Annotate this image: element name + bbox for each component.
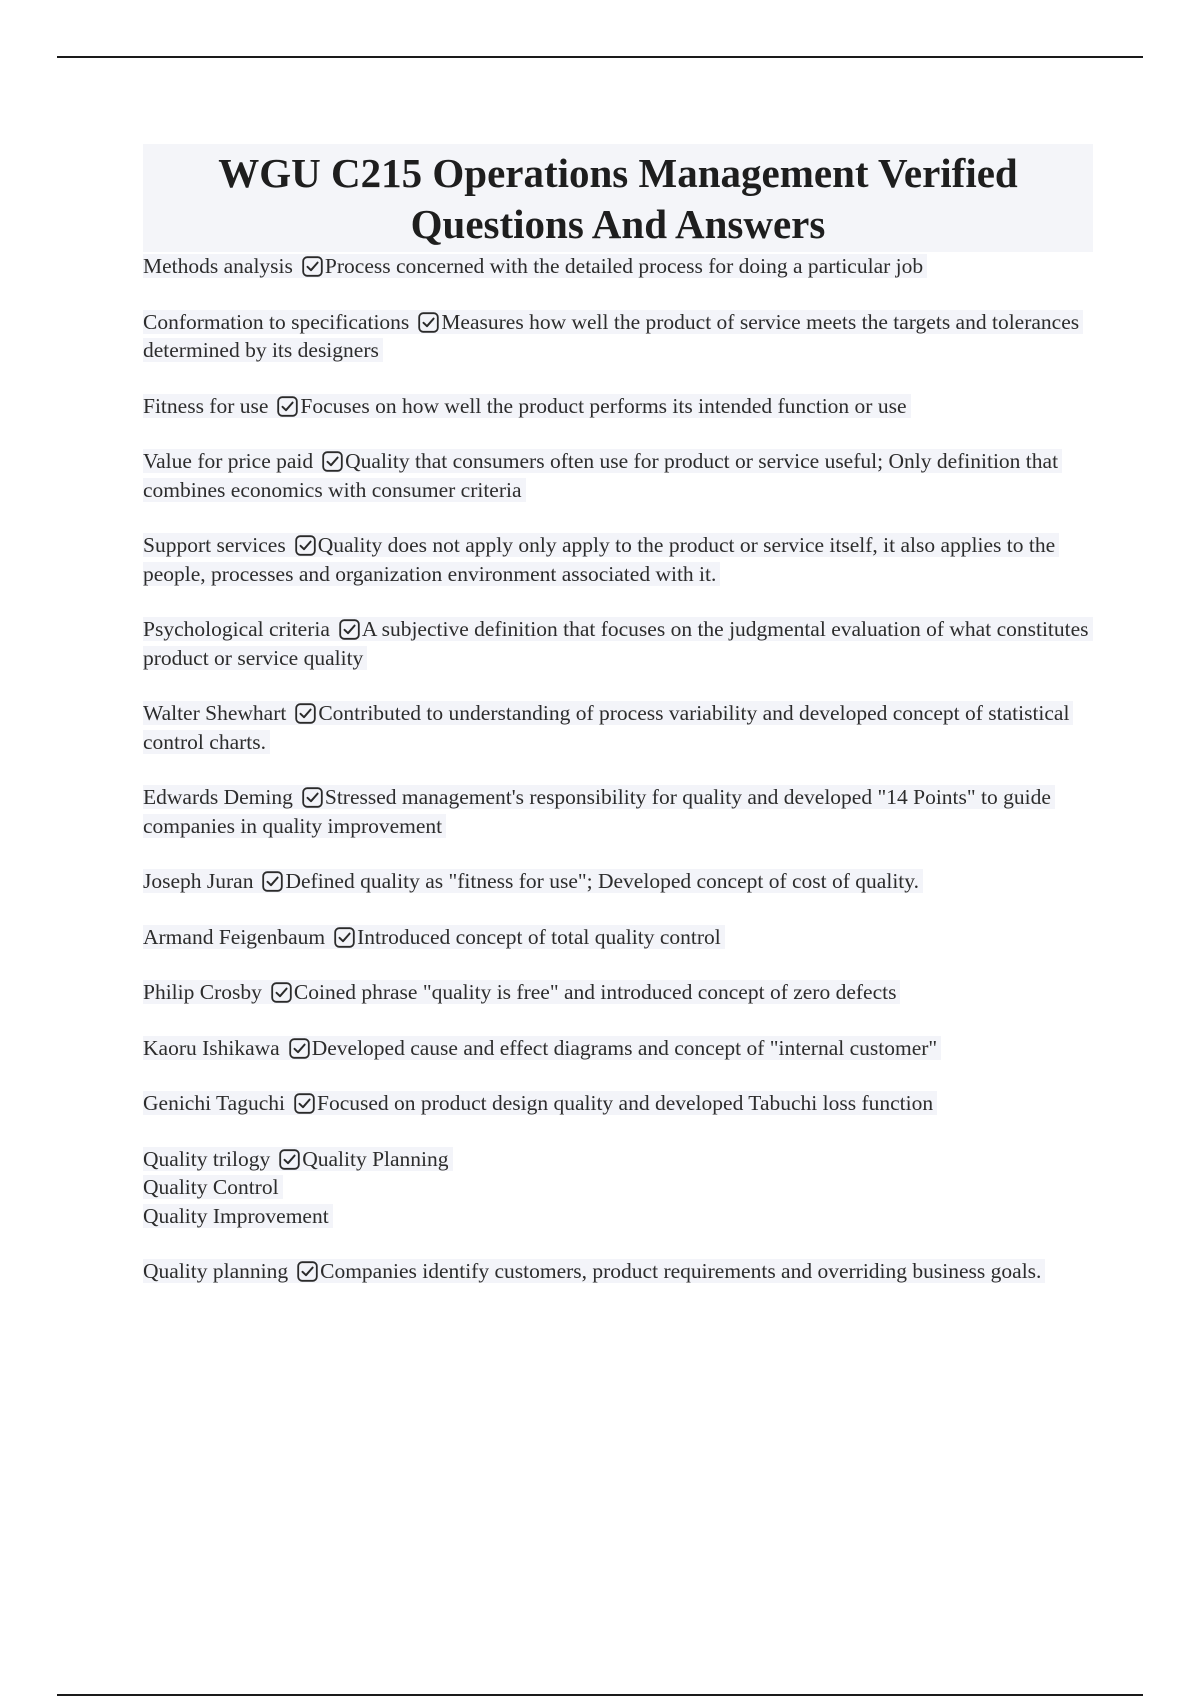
checkbox-checked-icon (294, 1093, 315, 1114)
qa-term: Psychological criteria (143, 617, 330, 641)
checkbox-checked-icon (271, 982, 292, 1003)
qa-term: Support services (143, 533, 286, 557)
qa-term: Walter Shewhart (143, 701, 287, 725)
qa-term: Philip Crosby (143, 980, 262, 1004)
qa-term: Armand Feigenbaum (143, 924, 326, 949)
qa-term: Methods analysis (143, 254, 293, 278)
qa-answer: Focuses on how well the product performs its intended function or use (300, 393, 907, 418)
qa-list (143, 252, 1093, 1286)
qa-item (143, 1145, 1093, 1231)
qa-item (143, 615, 1093, 672)
checkbox-checked-icon (334, 927, 355, 948)
checkbox-checked-icon (279, 1149, 300, 1170)
checkbox-checked-icon (295, 535, 316, 556)
qa-term: Conformation to specifications (143, 309, 410, 334)
qa-term: Value for price paid (143, 449, 314, 473)
title-line-1: WGU C215 Operations Management Verified (218, 150, 1018, 196)
checkbox-checked-icon (302, 256, 323, 277)
checkbox-checked-icon (289, 1038, 310, 1059)
qa-answer: A subjective definition that focuses on the judgmental evaluation of what constitutes product or service quality (143, 617, 1089, 670)
qa-term: Edwards Deming (143, 785, 293, 809)
bottom-rule (57, 1694, 1143, 1696)
qa-item (143, 447, 1093, 504)
qa-item (143, 699, 1093, 756)
checkbox-checked-icon (418, 312, 439, 333)
qa-answer: Companies identify customers, product requirements and overriding business goals. (320, 1259, 1042, 1283)
qa-answer: Developed cause and effect diagrams and concept of "internal customer" (311, 1035, 938, 1060)
top-rule (57, 56, 1143, 58)
qa-item (143, 1034, 1093, 1063)
checkbox-checked-icon (262, 871, 283, 892)
checkbox-checked-icon (322, 451, 343, 472)
qa-item (143, 392, 1093, 421)
qa-item (143, 531, 1093, 588)
qa-answer: Introduced concept of total quality control (357, 924, 721, 949)
qa-term: Fitness for use (143, 393, 269, 418)
qa-item (143, 1089, 1093, 1118)
qa-term: Quality trilogy (143, 1146, 271, 1171)
qa-item (143, 978, 1093, 1007)
qa-answer: Coined phrase "quality is free" and introduced concept of zero defects (293, 980, 897, 1004)
qa-answer-line: Quality Improvement (143, 1203, 329, 1228)
qa-item (143, 783, 1093, 840)
checkbox-checked-icon (302, 787, 323, 808)
qa-answer: Focused on product design quality and developed Tabuchi loss function (317, 1091, 934, 1115)
qa-term: Joseph Juran (143, 869, 254, 893)
qa-item (143, 1257, 1093, 1286)
checkbox-checked-icon (339, 619, 360, 640)
qa-item (143, 867, 1093, 896)
qa-item (143, 923, 1093, 952)
document-body (143, 144, 1093, 1313)
qa-answer: Quality does not apply only apply to the product or service itself, it also applies to the people, processes and organization environment associated with it. (143, 533, 1056, 586)
document-title (143, 148, 1093, 250)
checkbox-checked-icon (295, 703, 316, 724)
title-line-2: Questions And Answers (410, 201, 826, 247)
qa-answer: Stressed management's responsibility for quality and developed "14 Points" to guide companies in quality improvement (143, 785, 1051, 838)
qa-answer: Quality that consumers often use for product or service useful; Only definition that combines economics with consumer criteria (143, 449, 1059, 502)
qa-answer: Measures how well the product of service meets the targets and tolerances determined by its designers (143, 309, 1080, 362)
title-block (143, 144, 1093, 252)
checkbox-checked-icon (297, 1261, 318, 1282)
qa-term: Kaoru Ishikawa (143, 1035, 280, 1060)
qa-item (143, 308, 1093, 365)
qa-answer: Quality Planning (302, 1146, 449, 1171)
qa-answer: Process concerned with the detailed process for doing a particular job (324, 254, 924, 278)
qa-term: Genichi Taguchi (143, 1091, 285, 1115)
qa-answer: Defined quality as "fitness for use"; Developed concept of cost of quality. (285, 869, 919, 893)
qa-item (143, 252, 1093, 281)
qa-answer-line: Quality Control (143, 1175, 279, 1199)
checkbox-checked-icon (277, 396, 298, 417)
qa-term: Quality planning (143, 1259, 289, 1283)
qa-answer: Contributed to understanding of process variability and developed concept of statistical control charts. (143, 701, 1070, 754)
